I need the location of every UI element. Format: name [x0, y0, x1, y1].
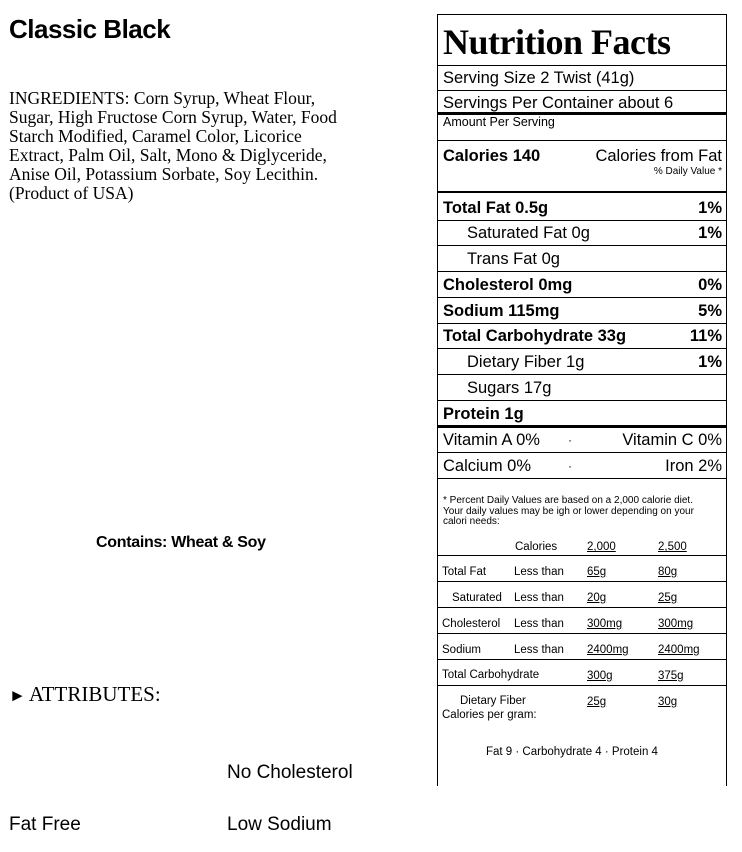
- divider: [438, 633, 726, 634]
- separator-dot: ·: [568, 459, 572, 473]
- dv-row-2000: 25g: [587, 696, 607, 708]
- nutrient-protein: Protein 1g: [443, 405, 524, 423]
- iron: Iron 2%: [665, 457, 722, 475]
- nutrient-trans-fat: Trans Fat 0g: [467, 250, 560, 268]
- divider: [438, 220, 726, 221]
- divider: [438, 607, 726, 608]
- dv-row-qualifier: Less than: [514, 592, 564, 604]
- attributes-heading: [9, 682, 161, 707]
- divider: [438, 374, 726, 375]
- attribute-fat-free: Fat Free: [9, 814, 81, 835]
- nutrient-saturated-fat: Saturated Fat 0g: [467, 224, 590, 242]
- divider: [438, 140, 726, 141]
- vitamin-a: Vitamin A 0%: [443, 431, 540, 449]
- divider: [438, 659, 726, 660]
- nutrient-dietary-fiber: Dietary Fiber 1g: [467, 353, 585, 371]
- nutrient-cholesterol: Cholesterol 0mg: [443, 276, 573, 294]
- divider: [438, 685, 726, 686]
- divider: [438, 555, 726, 556]
- nutrient-sugars: Sugars 17g: [467, 379, 552, 397]
- divider: [438, 297, 726, 298]
- dv-row-2000: 300mg: [587, 618, 623, 630]
- calories-per-gram-values: Fat 9 · Carbohydrate 4 · Protein 4: [486, 746, 658, 758]
- serving-size: Serving Size 2 Twist (41g): [443, 69, 635, 87]
- footnote-line-2: Your daily values may be igh or lower depending on your: [443, 506, 694, 517]
- divider: [438, 452, 726, 453]
- dv-row-qualifier: Less than: [514, 566, 564, 578]
- dv-row-nutrient: Cholesterol: [442, 618, 501, 630]
- separator-dot: ·: [568, 433, 572, 447]
- divider: [438, 65, 726, 66]
- dv-total-fat: 1%: [698, 199, 722, 217]
- calories-per-gram-label: Calories per gram:: [442, 709, 537, 721]
- dv-saturated-fat: 1%: [698, 224, 722, 242]
- calories-from-fat: Calories from Fat: [595, 147, 722, 165]
- divider: [438, 478, 726, 479]
- nutrition-facts-title: Nutrition Facts: [443, 22, 671, 62]
- dv-row-2500: 80g: [658, 566, 678, 578]
- dv-row-2500: 25g: [658, 592, 678, 604]
- footnote-line-1: * Percent Daily Values are based on a 2,000 calorie diet.: [443, 495, 693, 506]
- divider: [438, 245, 726, 246]
- nutrition-facts-panel: [437, 14, 727, 786]
- divider: [438, 271, 726, 272]
- dv-dietary-fiber: 1%: [698, 353, 722, 371]
- divider: [438, 581, 726, 582]
- servings-per-container: Servings Per Container about 6: [443, 94, 674, 112]
- nutrient-sodium: Sodium 115mg: [443, 302, 560, 320]
- dv-row-2000: 300g: [587, 670, 613, 682]
- daily-value-header: % Daily Value *: [653, 166, 722, 177]
- dv-row-nutrient: Saturated: [452, 592, 502, 604]
- dv-table-header-calories: Calories: [515, 541, 558, 553]
- nutrient-total-fat: Total Fat 0.5g: [443, 199, 549, 217]
- dv-row-2000: 65g: [587, 566, 607, 578]
- product-title: Classic Black: [9, 14, 171, 44]
- dv-row-2500: 300mg: [658, 618, 694, 630]
- attribute-low-sodium: Low Sodium: [227, 814, 332, 835]
- dv-table-header-2000: 2,000: [587, 541, 616, 553]
- dv-row-nutrient: Total Fat: [442, 566, 487, 578]
- vitamin-c: Vitamin C 0%: [622, 431, 722, 449]
- divider: [438, 191, 726, 193]
- triangle-right-icon: ►: [9, 686, 26, 705]
- attributes-heading-label: ATTRIBUTES:: [28, 682, 161, 706]
- allergen-statement: Contains: Wheat & Soy: [96, 534, 266, 551]
- divider: [438, 425, 726, 428]
- attribute-no-cholesterol: No Cholesterol: [227, 762, 353, 783]
- footnote-line-3: calori needs:: [443, 516, 500, 527]
- divider: [438, 90, 726, 91]
- dv-row-2000: 20g: [587, 592, 607, 604]
- dv-row-nutrient: Total Carbohydrate: [442, 669, 540, 681]
- dv-row-nutrient: Sodium: [442, 644, 481, 656]
- dv-row-2500: 2400mg: [658, 644, 700, 656]
- dv-row-qualifier: Less than: [514, 644, 564, 656]
- calories: Calories 140: [443, 147, 541, 165]
- divider: [438, 400, 726, 401]
- dv-cholesterol: 0%: [698, 276, 722, 294]
- calcium: Calcium 0%: [443, 457, 532, 475]
- dv-row-qualifier: Less than: [514, 618, 564, 630]
- dv-table-header-2500: 2,500: [658, 541, 687, 553]
- ingredients-text: INGREDIENTS: Corn Syrup, Wheat Flour, Sugar, High Fructose Corn Syrup, Water, Food Starch Modified, Caramel Color, Licorice Extract, Palm Oil, Salt, Mono & Diglyceride, Anise Oil, Potassium Sorbate, Soy Lecithin. (Product of USA): [9, 88, 337, 203]
- nutrient-total-carbohydrate: Total Carbohydrate 33g: [443, 327, 627, 345]
- dv-sodium: 5%: [698, 302, 722, 320]
- amount-per-serving: Amount Per Serving: [443, 115, 555, 129]
- divider: [438, 323, 726, 324]
- dv-row-2000: 2400mg: [587, 644, 629, 656]
- dv-total-carbohydrate: 11%: [689, 327, 722, 345]
- dv-row-2500: 30g: [658, 696, 678, 708]
- dv-row-2500: 375g: [658, 670, 684, 682]
- dv-row-nutrient: Dietary Fiber: [460, 695, 526, 707]
- divider: [438, 348, 726, 349]
